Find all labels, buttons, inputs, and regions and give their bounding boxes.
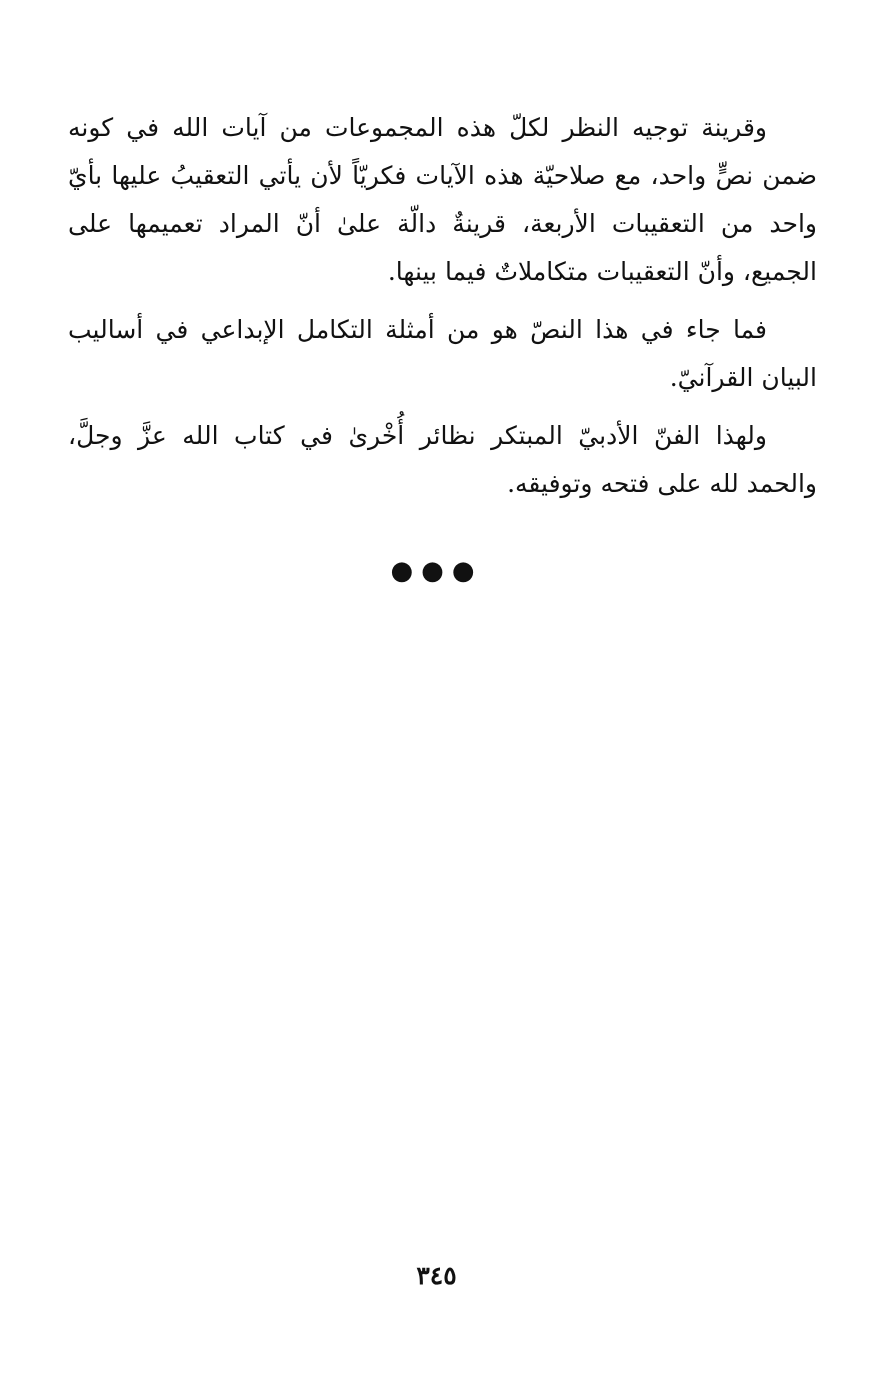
paragraph-1: وقرينة توجيه النظر لكلّ هذه المجموعات من آيات الله في كونه ضمن نصٍّ واحد، مع صلاحيّة هذه الآيات فكريّاً لأن يأتي التعقيبُ عليها بأيّ واحد من التعقيبات الأربعة، قرينةٌ دالّة علىٰ أنّ المراد تعميمها على الجميع، وأنّ التعقيبات متكاملاتٌ فيما بينها.	[68, 113, 817, 286]
paragraph-2: فما جاء في هذا النصّ هو من أمثلة التكامل الإبداعي في أساليب البيان القرآنيّ.	[68, 315, 817, 392]
page-number: ٣٤٥	[416, 1261, 457, 1290]
section-separator: ●●●	[390, 556, 483, 586]
paragraph-3: ولهذا الفنّ الأدبيّ المبتكر نظائر أُخْرىٰ في كتاب الله عزَّ وجلَّ، والحمد لله على فتحه وتوفيقه.	[68, 421, 817, 498]
body-text	[68, 104, 817, 518]
